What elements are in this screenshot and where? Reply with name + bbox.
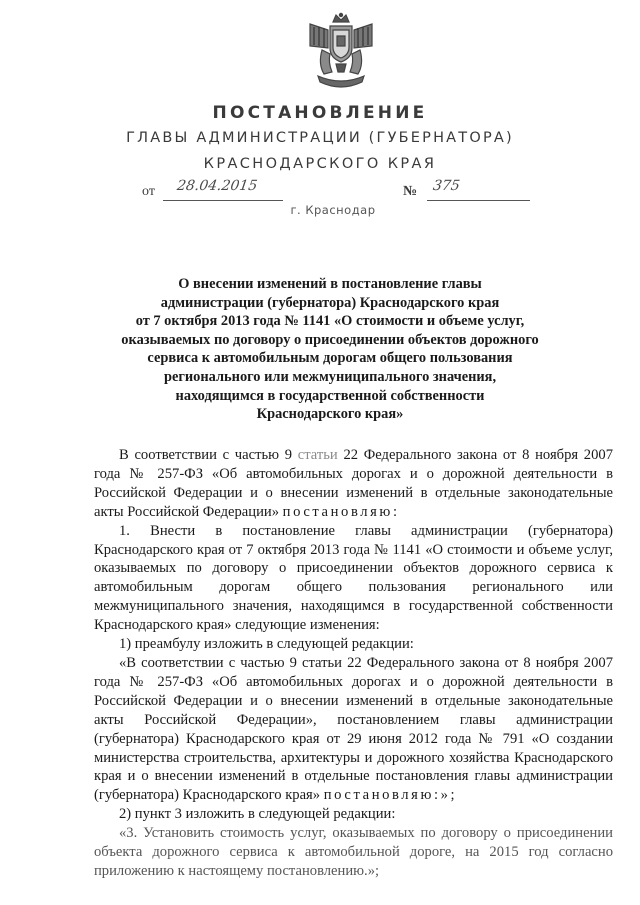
paragraph-preamble xyxy=(94,446,613,522)
date-field xyxy=(163,180,283,201)
document-title-line: регионального или межмуниципального значения, xyxy=(163,368,497,385)
document-title-line: от 7 октября 2013 года № 1141 «О стоимости и объеме услуг, xyxy=(135,313,525,330)
document-body xyxy=(94,446,613,881)
number-field xyxy=(427,180,530,201)
preamble-rest: 22 Федерального закона от 8 ноября 2007 года № 257-ФЗ «Об автомобильных дорогах и о дорожной деятельности в Российской Федерации и о внесении изменений в отдельные законодательные акты Российской Федерации» xyxy=(94,447,613,520)
document-title-line: оказываемых по договору о присоединении объектов дорожного xyxy=(121,331,539,348)
document-title-line: находящимся в государственной собственности xyxy=(175,387,485,404)
document-title-line: Краснодарского края» xyxy=(256,406,404,423)
new-preamble-resolve: постановляю:»; xyxy=(323,787,458,804)
paragraph-subitem-2: 2) пункт 3 изложить в следующей редакции: xyxy=(119,806,396,823)
issuer-heading-line2: КРАСНОДАРСКОГО КРАЯ xyxy=(203,156,437,172)
paragraph-new-preamble xyxy=(94,654,613,805)
date-value: 28.04.2015 xyxy=(175,178,259,194)
document-title xyxy=(100,275,560,424)
paragraph-item-1: 1. Внести в постановление главы администрации (губернатора) Краснодарского края от 7 октября 2013 года № 1141 «О стоимости и объеме услуг, оказываемых по договору о присоединении объектов дорожного сервиса к автомобильным дорогам общего пользования регионального или межмуниципального значения, находящимся в государственной собственности Краснодарского края» следующие изменения: xyxy=(94,522,613,634)
coat-of-arms-emblem xyxy=(300,12,382,92)
date-label: от xyxy=(142,184,155,199)
paragraph-subitem-1: 1) преамбулу изложить в следующей редакции: xyxy=(119,636,414,653)
document-type-heading: ПОСТАНОВЛЕНИЕ xyxy=(212,103,428,123)
paragraph-clause-3: «3. Установить стоимость услуг, оказываемых по договору о присоединении объекта дорожного сервиса к автомобильной дороге, на 2015 год согласно приложению к настоящему постановлению.»; xyxy=(94,825,613,879)
document-title-line: сервиса к автомобильным дорогам общего пользования xyxy=(147,350,513,367)
number-value: 375 xyxy=(431,178,461,194)
new-preamble-text: «В соответствии с частью 9 статьи 22 Федерального закона от 8 ноября 2007 года № 257-ФЗ «Об автомобильных дорогах и о дорожной деятельности в Российской Федерации и о внесении изменений в отдельные законодательные акты Российской Федерации», постановлением главы администрации (губернатора) Краснодарского края от 29 июня 2012 года № 791 «О создании министерства строительства, архитектуры и дорожного хозяйства Краснодарского края и о внесении изменений в отдельные постановления главы администрации (губернатора) Краснодарского края» xyxy=(94,654,613,804)
document-title-line: администрации (губернатора) Краснодарского края xyxy=(160,294,500,311)
preamble-faded-word: статьи xyxy=(297,447,338,463)
document-title-line: О внесении изменений в постановление главы xyxy=(178,276,482,292)
preamble-resolve: постановляю: xyxy=(282,503,400,520)
preamble-start: В соответствии с частью 9 xyxy=(119,447,298,463)
city-label: г. Краснодар xyxy=(290,203,376,217)
number-label: № xyxy=(403,184,418,199)
issuer-heading-line1: ГЛАВЫ АДМИНИСТРАЦИИ (ГУБЕРНАТОРА) xyxy=(126,130,514,146)
date-number-row xyxy=(0,180,640,204)
